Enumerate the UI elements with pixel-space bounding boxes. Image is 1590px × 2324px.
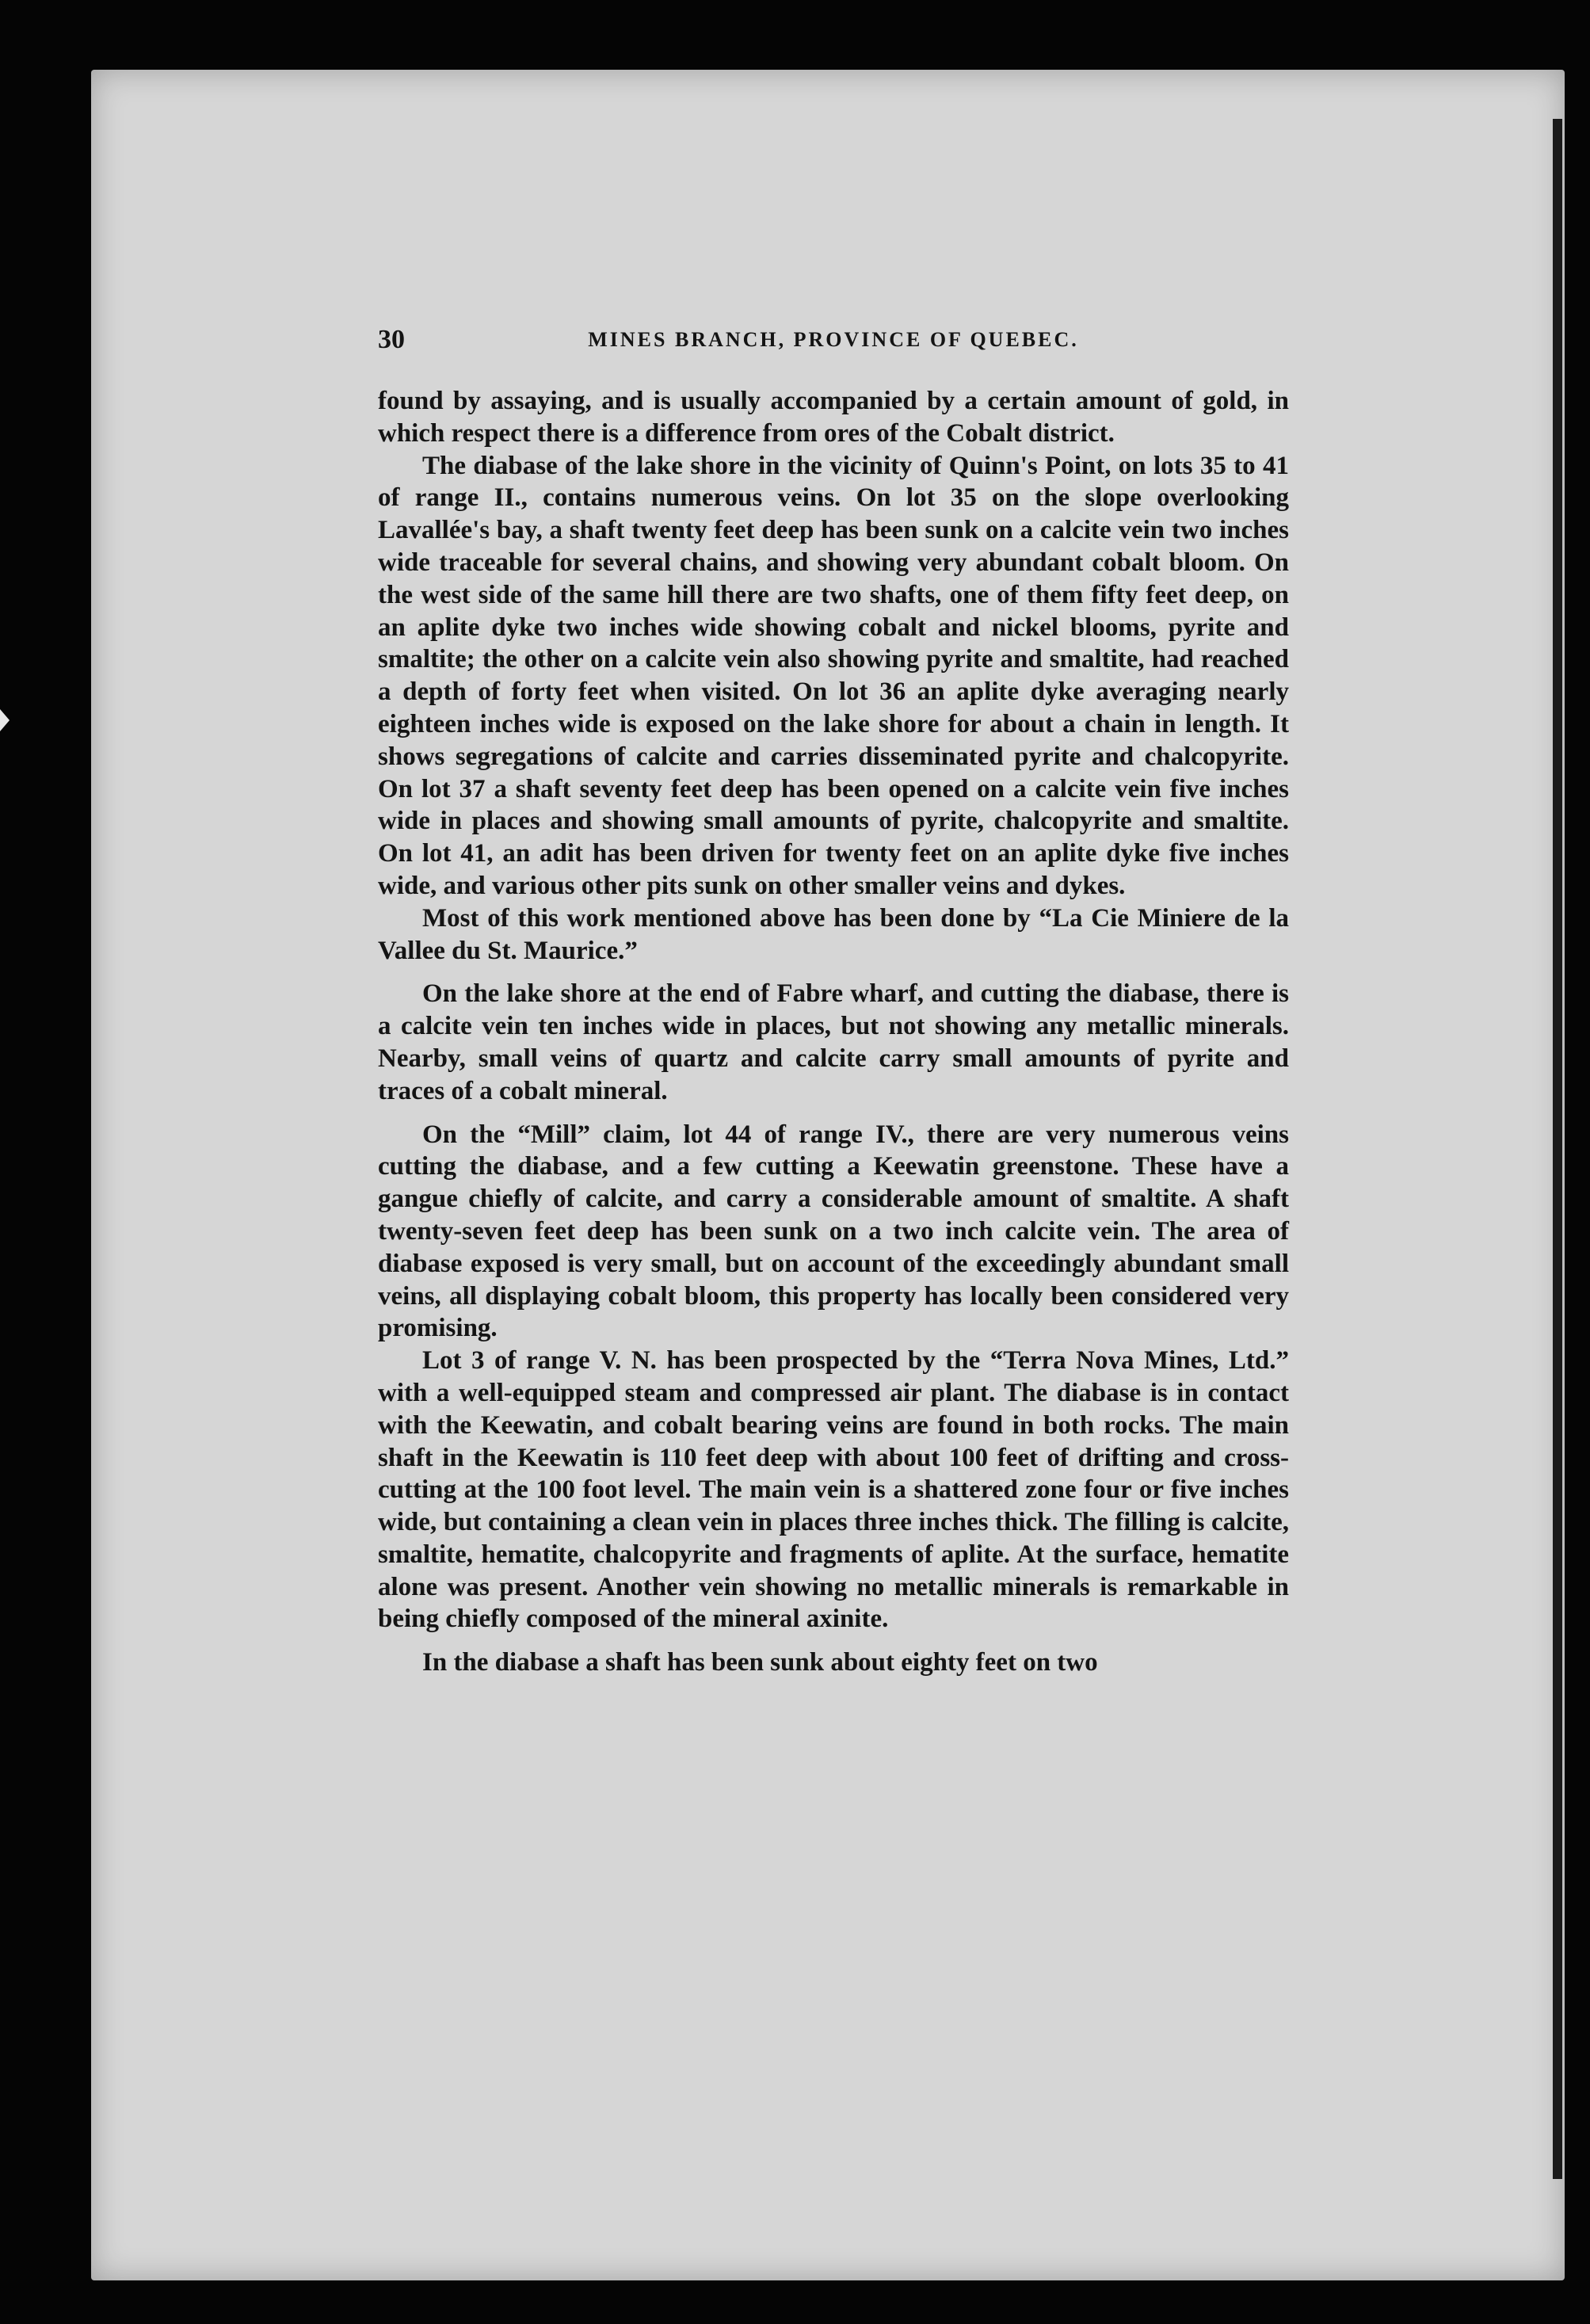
paragraph: Most of this work mentioned above has been done by “La Cie Miniere de la Vallee du St. Maurice.” (378, 903, 1289, 965)
page-number: 30 (378, 325, 405, 354)
page-edge-shadow (1553, 119, 1562, 2179)
paragraph: On the “Mill” claim, lot 44 of range IV., there are very numerous veins cutting the diabase, and a few cutting a Keewatin greenstone. These have a gangue chiefly of calcite, and carry a considerable amount of smaltite. A shaft twenty-seven feet deep has been sunk on a two inch calcite vein. The area of diabase exposed is very small, but on account of the exceedingly abundant small veins, all displaying cobalt bloom, this property has locally been considered very promising. (378, 1120, 1289, 1343)
page-content (378, 325, 1289, 1679)
running-head: MINES BRANCH, PROVINCE OF QUEBEC. (588, 328, 1079, 351)
paragraph: On the lake shore at the end of Fabre wharf, and cutting the diabase, there is a calcite vein ten inches wide in places, but not showing any metallic minerals. Nearby, small veins of quartz and calcite carry small amounts of pyrite and traces of a cobalt mineral. (378, 979, 1289, 1105)
paragraph: The diabase of the lake shore in the vicinity of Quinn's Point, on lots 35 to 41 of range II., contains numerous veins. On lot 35 on the slope overlooking Lavallée's bay, a shaft twenty feet deep has been sunk on a calcite vein two inches wide traceable for several chains, and showing very abundant cobalt bloom. On the west side of the same hill there are two shafts, one of them fifty feet deep, on an aplite dyke two inches wide showing cobalt and nickel blooms, pyrite and smaltite; the other on a calcite vein also showing pyrite and smaltite, had reached a depth of forty feet when visited. On lot 36 an aplite dyke averaging nearly eighteen inches wide is exposed on the lake shore for about a chain in length. It shows segregations of calcite and carries disseminated pyrite and chalcopyrite. On lot 37 a shaft seventy feet deep has been opened on a calcite vein five inches wide in places and showing small amounts of pyrite, chalcopyrite and smaltite. On lot 41, an adit has been driven for twenty feet on an aplite dyke five inches wide, and various other pits sunk on other smaller veins and dykes. (378, 451, 1289, 900)
paragraph: In the diabase a shaft has been sunk about eighty feet on two (422, 1648, 1098, 1677)
paragraph: found by assaying, and is usually accompanied by a certain amount of gold, in which respect there is a difference from ores of the Cobalt district. (378, 387, 1289, 448)
scan-edge-marker (0, 709, 10, 731)
page-header (378, 325, 1289, 364)
paragraph: Lot 3 of range V. N. has been prospected by the “Terra Nova Mines, Ltd.” with a well-equipped steam and compressed air plant. The diabase is in contact with the Keewatin, and cobalt bearing veins are found in both rocks. The main shaft in the Keewatin is 110 feet deep with about 100 feet of drifting and cross-cutting at the 100 foot level. The main vein is a shattered zone four or five inches wide, but containing a clean vein in places three inches thick. The filling is calcite, smaltite, hematite, chalcopyrite and fragments of aplite. At the surface, hematite alone was present. Another vein showing no metallic minerals is remarkable in being chiefly composed of the mineral axinite. (378, 1346, 1289, 1634)
